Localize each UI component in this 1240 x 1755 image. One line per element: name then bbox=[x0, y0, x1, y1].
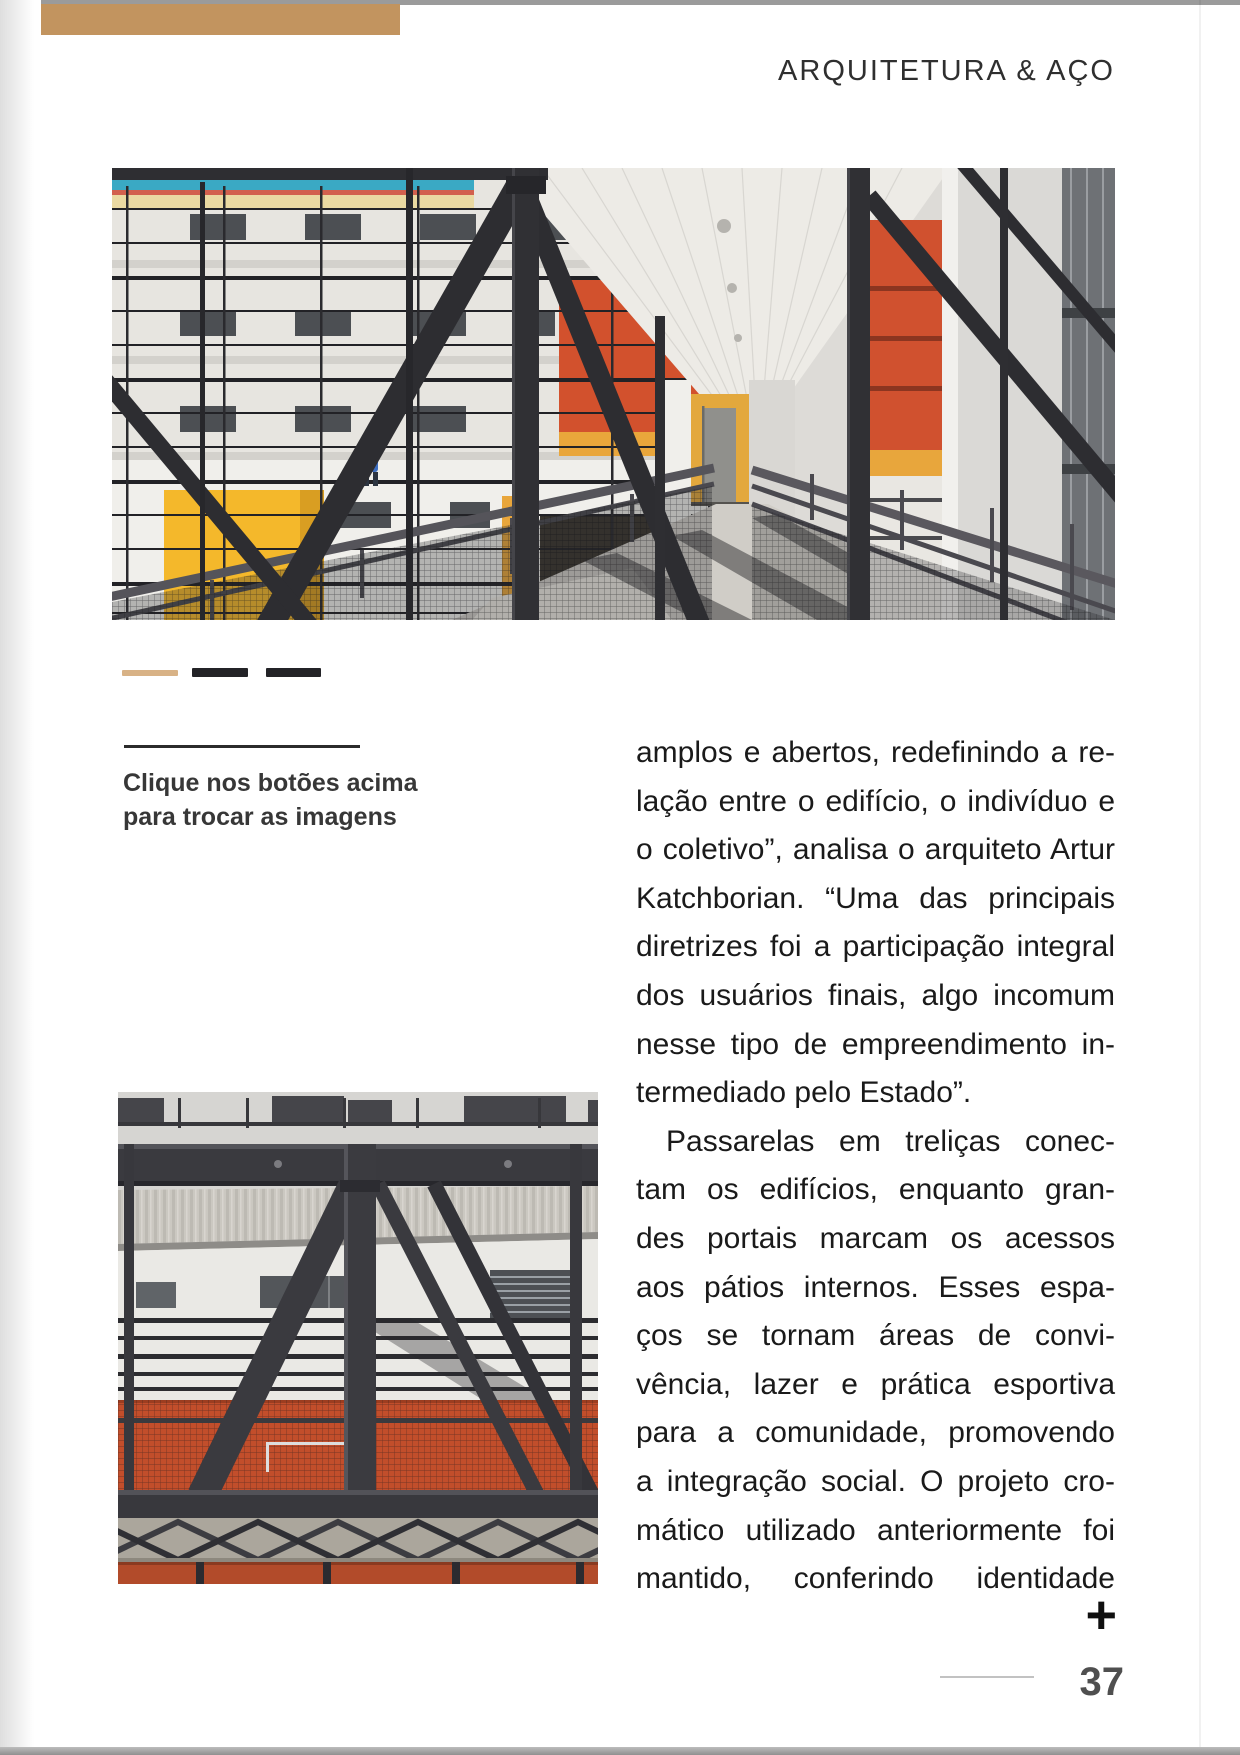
article-line: aos pátios internos. Esses espa- bbox=[636, 1270, 1115, 1304]
article-line: tam os edifícios, enquanto gran- bbox=[636, 1173, 1115, 1207]
article-line: nesse tipo de empreendimento in- bbox=[636, 1027, 1115, 1061]
pagination-line bbox=[940, 1676, 1034, 1678]
gallery-button-1[interactable] bbox=[122, 670, 178, 676]
gallery-caption bbox=[123, 766, 453, 834]
article-line: o coletivo”, analisa o arquiteto Artur bbox=[636, 833, 1115, 867]
article-line: lação entre o edifício, o indivíduo e bbox=[636, 784, 1115, 818]
article-line: dos usuários finais, algo incomum bbox=[636, 978, 1115, 1012]
article-line: mantido, conferindo identidade bbox=[636, 1562, 1115, 1596]
main-photo bbox=[112, 168, 1115, 620]
article-line: amplos e abertos, redefinindo a re- bbox=[636, 736, 1115, 769]
article-line: mático utilizado anteriormente foi bbox=[636, 1513, 1115, 1547]
article-line: ços se tornam áreas de convi- bbox=[636, 1319, 1115, 1353]
tan-accent-bar bbox=[41, 4, 400, 35]
bottom-gray-bar bbox=[0, 1747, 1240, 1755]
page-right-edge-line bbox=[1199, 0, 1201, 1755]
article-line: termediado pelo Estado”. bbox=[636, 1076, 972, 1110]
plus-button[interactable]: + bbox=[1085, 1585, 1117, 1645]
caption-divider bbox=[124, 745, 360, 748]
article-text bbox=[636, 729, 1115, 1604]
page-left-shadow bbox=[0, 0, 34, 1755]
gallery-caption-line1: Clique nos botões acima bbox=[123, 769, 418, 797]
article-line: vência, lazer e prática esportiva bbox=[636, 1367, 1115, 1401]
article-line: diretrizes foi a participação integral bbox=[636, 930, 1115, 964]
article-line: Passarelas em treliças conec- bbox=[666, 1124, 1115, 1158]
gallery-button-2[interactable] bbox=[192, 668, 248, 677]
truss-detail-image bbox=[118, 1092, 598, 1584]
page-number: 37 bbox=[1079, 1660, 1124, 1704]
gallery-caption-line2: para trocar as imagens bbox=[123, 803, 397, 831]
article-line: des portais marcam os acessos bbox=[636, 1221, 1115, 1255]
secondary-photo bbox=[118, 1092, 598, 1584]
truss-walkway-image bbox=[112, 168, 1115, 620]
section-title: ARQUITETURA & AÇO bbox=[778, 55, 1115, 87]
article-line: a integração social. O projeto cro- bbox=[636, 1464, 1115, 1498]
gallery-button-3[interactable] bbox=[266, 668, 321, 677]
article-line: Katchborian. “Uma das principais bbox=[636, 881, 1115, 915]
article-line: para a comunidade, promovendo bbox=[636, 1416, 1115, 1450]
